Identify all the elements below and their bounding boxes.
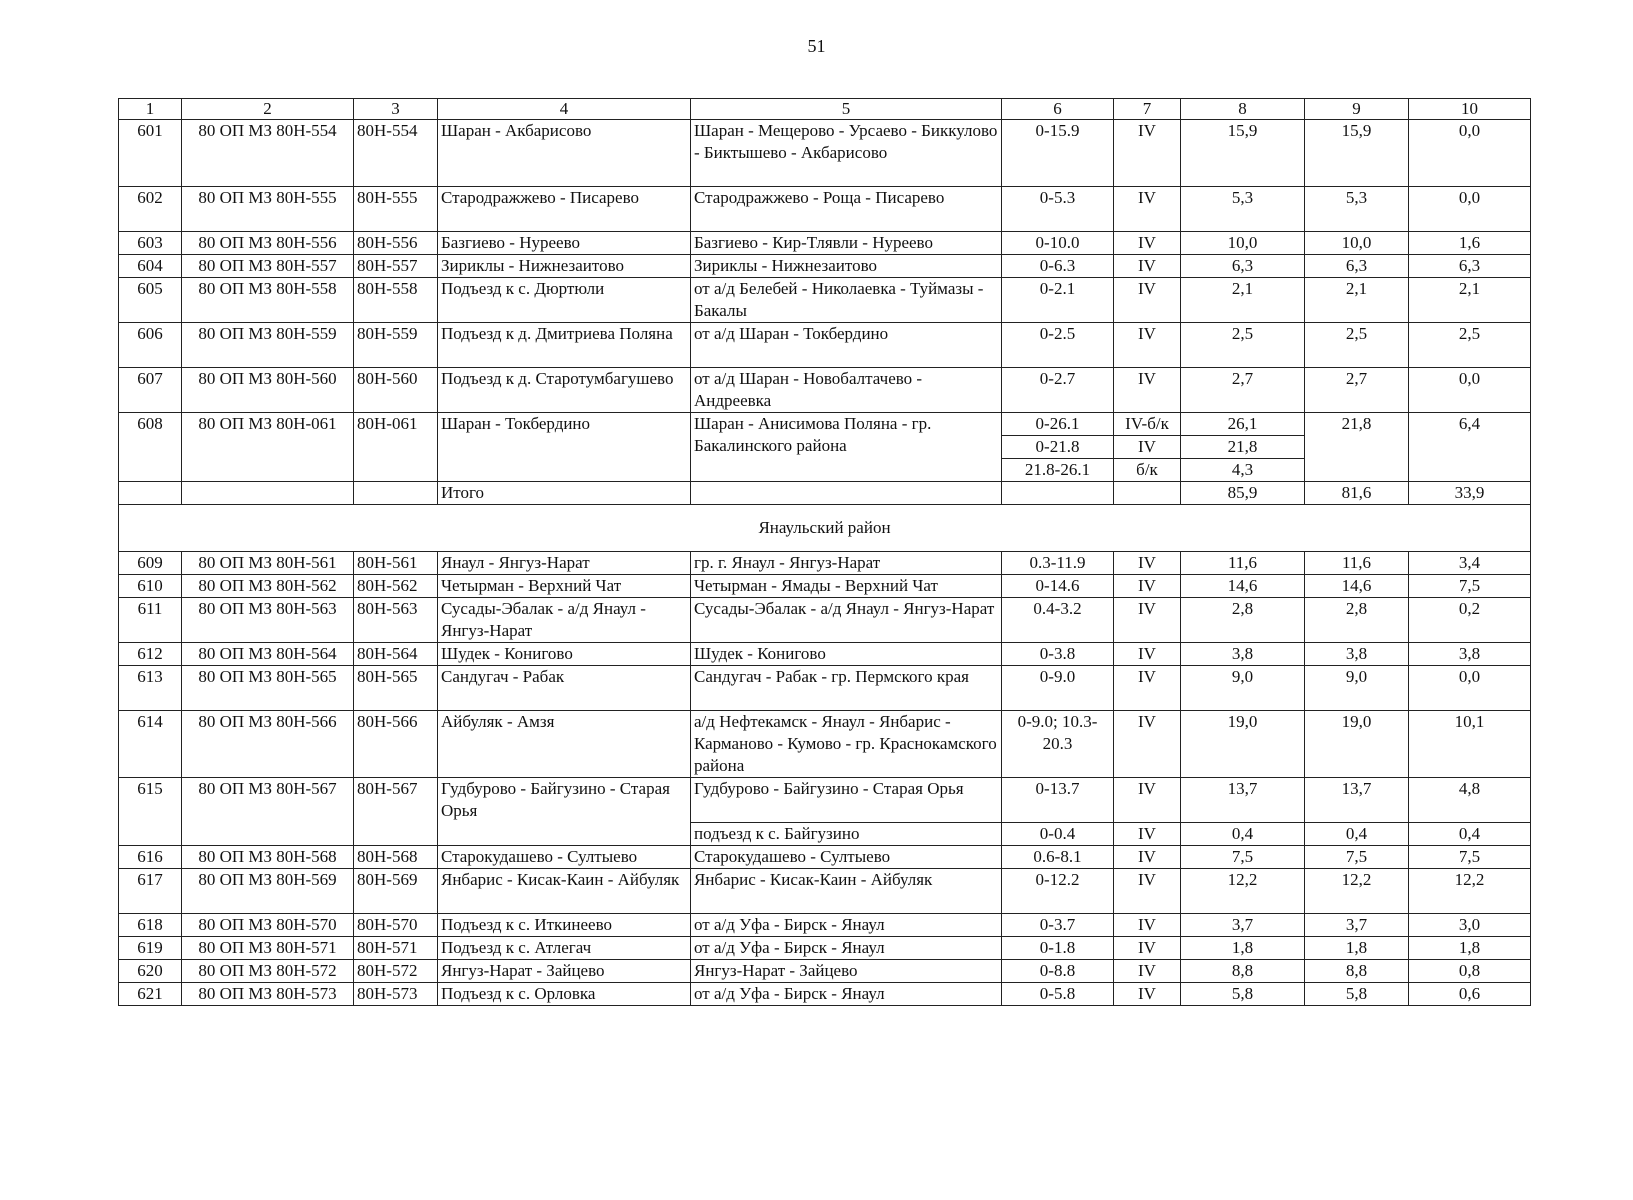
road-id-cell: 80 ОП МЗ 80Н-567 — [182, 778, 354, 846]
road-code-cell: 80Н-558 — [354, 278, 438, 323]
length-cell: 2,8 — [1181, 598, 1305, 643]
road-name-cell: Подъезд к с. Орловка — [438, 983, 691, 1006]
category-cell: IV — [1114, 552, 1181, 575]
col10-cell: 0,0 — [1409, 120, 1531, 187]
row-number-cell: 605 — [119, 278, 182, 323]
empty-cell — [119, 482, 182, 505]
col10-cell: 0,6 — [1409, 983, 1531, 1006]
length-cell: 6,3 — [1181, 255, 1305, 278]
row-number-cell: 618 — [119, 914, 182, 937]
road-code-cell: 80Н-567 — [354, 778, 438, 846]
route-cell: Гудбурово - Байгузино - Старая Орья — [691, 778, 1002, 823]
category-cell: IV — [1114, 711, 1181, 778]
km-range-cell: 0-6.3 — [1002, 255, 1114, 278]
road-id-cell: 80 ОП МЗ 80Н-565 — [182, 666, 354, 711]
km-range-cell: 0-2.7 — [1002, 368, 1114, 413]
length-cell: 1,8 — [1181, 937, 1305, 960]
road-code-cell: 80Н-555 — [354, 187, 438, 232]
col10-cell: 1,8 — [1409, 937, 1531, 960]
total-row — [119, 482, 1531, 505]
table-row — [119, 552, 1531, 575]
road-id-cell: 80 ОП МЗ 80Н-566 — [182, 711, 354, 778]
km-range-cell: 0-12.2 — [1002, 869, 1114, 914]
row-number-cell: 616 — [119, 846, 182, 869]
road-name-cell: Подъезд к с. Дюртюли — [438, 278, 691, 323]
route-cell: Сандугач - Рабак - гр. Пермского края — [691, 666, 1002, 711]
category-cell: IV — [1114, 823, 1181, 846]
row-number-cell: 609 — [119, 552, 182, 575]
km-range-cell: 0-2.1 — [1002, 278, 1114, 323]
length-cell: 2,5 — [1181, 323, 1305, 368]
category-cell: IV — [1114, 255, 1181, 278]
page-number: 51 — [807, 36, 826, 56]
row-number-cell: 613 — [119, 666, 182, 711]
category-cell: IV — [1114, 323, 1181, 368]
route-cell: Янбарис - Кисак-Каин - Айбуляк — [691, 869, 1002, 914]
total-label: Итого — [438, 482, 691, 505]
length-cell: 26,1 — [1181, 413, 1305, 436]
route-cell: от а/д Шаран - Новобалтачево - Андреевка — [691, 368, 1002, 413]
road-name-cell: Подъезд к д. Дмитриева Поляна — [438, 323, 691, 368]
col9-cell: 11,6 — [1305, 552, 1409, 575]
col10-cell: 12,2 — [1409, 869, 1531, 914]
table-row — [119, 711, 1531, 778]
empty-cell — [354, 482, 438, 505]
empty-cell — [1114, 482, 1181, 505]
category-cell: IV — [1114, 120, 1181, 187]
road-name-cell: Старокудашево - Султыево — [438, 846, 691, 869]
road-code-cell: 80Н-571 — [354, 937, 438, 960]
road-id-cell: 80 ОП МЗ 80Н-561 — [182, 552, 354, 575]
km-range-cell: 0-5.3 — [1002, 187, 1114, 232]
road-code-cell: 80Н-557 — [354, 255, 438, 278]
road-id-cell: 80 ОП МЗ 80Н-560 — [182, 368, 354, 413]
table-row — [119, 643, 1531, 666]
table-row — [119, 278, 1531, 323]
road-name-cell: Стародражжево - Писарево — [438, 187, 691, 232]
road-name-cell: Янгуз-Нарат - Зайцево — [438, 960, 691, 983]
section-row — [119, 505, 1531, 552]
route-cell: Шаран - Мещерово - Урсаево - Биккулово - Биктышево - Акбарисово — [691, 120, 1002, 187]
km-range-cell: 0-0.4 — [1002, 823, 1114, 846]
empty-cell — [1002, 482, 1114, 505]
row-number-cell: 621 — [119, 983, 182, 1006]
total-col10-cell: 33,9 — [1409, 482, 1531, 505]
column-header: 1 — [119, 99, 182, 120]
km-range-cell: 0-26.1 — [1002, 413, 1114, 436]
col10-cell: 6,4 — [1409, 413, 1531, 482]
road-name-cell: Шаран - Токбердино — [438, 413, 691, 482]
km-range-cell: 0-8.8 — [1002, 960, 1114, 983]
category-cell: IV — [1114, 187, 1181, 232]
category-cell: IV — [1114, 232, 1181, 255]
row-number-cell: 604 — [119, 255, 182, 278]
length-cell: 11,6 — [1181, 552, 1305, 575]
route-cell: а/д Нефтекамск - Янаул - Янбарис - Карманово - Кумово - гр. Краснокамского района — [691, 711, 1002, 778]
category-cell: IV — [1114, 575, 1181, 598]
table-row — [119, 960, 1531, 983]
column-header: 8 — [1181, 99, 1305, 120]
length-cell: 2,1 — [1181, 278, 1305, 323]
col9-cell: 14,6 — [1305, 575, 1409, 598]
row-number-cell: 611 — [119, 598, 182, 643]
route-cell: Базгиево - Кир-Тлявли - Нуреево — [691, 232, 1002, 255]
row-number-cell: 620 — [119, 960, 182, 983]
route-cell: Стародражжево - Роща - Писарево — [691, 187, 1002, 232]
route-cell: Четырман - Ямады - Верхний Чат — [691, 575, 1002, 598]
table-row — [119, 937, 1531, 960]
length-cell: 14,6 — [1181, 575, 1305, 598]
col10-cell: 0,0 — [1409, 187, 1531, 232]
km-range-cell: 0-3.8 — [1002, 643, 1114, 666]
road-id-cell: 80 ОП МЗ 80Н-559 — [182, 323, 354, 368]
row-number-cell: 614 — [119, 711, 182, 778]
category-cell: IV — [1114, 643, 1181, 666]
category-cell: IV — [1114, 436, 1181, 459]
total-col9-cell: 81,6 — [1305, 482, 1409, 505]
row-number-cell: 612 — [119, 643, 182, 666]
road-name-cell: Сусады-Эбалак - а/д Янаул - Янгуз-Нарат — [438, 598, 691, 643]
route-cell: Янгуз-Нарат - Зайцево — [691, 960, 1002, 983]
category-cell: IV — [1114, 368, 1181, 413]
length-cell: 8,8 — [1181, 960, 1305, 983]
length-cell: 3,8 — [1181, 643, 1305, 666]
col9-cell: 2,8 — [1305, 598, 1409, 643]
table-row — [119, 869, 1531, 914]
col10-cell: 4,8 — [1409, 778, 1531, 823]
road-id-cell: 80 ОП МЗ 80Н-564 — [182, 643, 354, 666]
table-row — [119, 778, 1531, 823]
category-cell: IV — [1114, 914, 1181, 937]
category-cell: IV — [1114, 937, 1181, 960]
col9-cell: 2,5 — [1305, 323, 1409, 368]
road-id-cell: 80 ОП МЗ 80Н-556 — [182, 232, 354, 255]
col10-cell: 0,2 — [1409, 598, 1531, 643]
km-range-cell: 0-14.6 — [1002, 575, 1114, 598]
table-row — [119, 120, 1531, 187]
route-cell: Сусады-Эбалак - а/д Янаул - Янгуз-Нарат — [691, 598, 1002, 643]
category-cell: IV — [1114, 278, 1181, 323]
col9-cell: 7,5 — [1305, 846, 1409, 869]
col10-cell: 0,8 — [1409, 960, 1531, 983]
route-cell: Шудек - Конигово — [691, 643, 1002, 666]
row-number-cell: 615 — [119, 778, 182, 846]
road-code-cell: 80Н-564 — [354, 643, 438, 666]
col9-cell: 19,0 — [1305, 711, 1409, 778]
km-range-cell: 21.8-26.1 — [1002, 459, 1114, 482]
route-cell: подъезд к с. Байгузино — [691, 823, 1002, 846]
road-id-cell: 80 ОП МЗ 80Н-563 — [182, 598, 354, 643]
length-cell: 5,3 — [1181, 187, 1305, 232]
road-id-cell: 80 ОП МЗ 80Н-570 — [182, 914, 354, 937]
col9-cell: 21,8 — [1305, 413, 1409, 482]
road-id-cell: 80 ОП МЗ 80Н-555 — [182, 187, 354, 232]
table-row — [119, 666, 1531, 711]
road-code-cell: 80Н-563 — [354, 598, 438, 643]
col10-cell: 0,0 — [1409, 368, 1531, 413]
route-cell: Шаран - Анисимова Поляна - гр. Бакалинского района — [691, 413, 1002, 482]
column-header: 3 — [354, 99, 438, 120]
road-id-cell: 80 ОП МЗ 80Н-554 — [182, 120, 354, 187]
km-range-cell: 0-10.0 — [1002, 232, 1114, 255]
route-cell: от а/д Уфа - Бирск - Янаул — [691, 914, 1002, 937]
route-cell: от а/д Уфа - Бирск - Янаул — [691, 937, 1002, 960]
category-cell: IV — [1114, 666, 1181, 711]
road-id-cell: 80 ОП МЗ 80Н-569 — [182, 869, 354, 914]
col9-cell: 8,8 — [1305, 960, 1409, 983]
road-code-cell: 80Н-559 — [354, 323, 438, 368]
category-cell: IV — [1114, 778, 1181, 823]
col10-cell: 0,0 — [1409, 666, 1531, 711]
road-code-cell: 80Н-566 — [354, 711, 438, 778]
length-cell: 7,5 — [1181, 846, 1305, 869]
road-code-cell: 80Н-569 — [354, 869, 438, 914]
category-cell: б/к — [1114, 459, 1181, 482]
road-id-cell: 80 ОП МЗ 80Н-571 — [182, 937, 354, 960]
road-name-cell: Подъезд к с. Иткинеево — [438, 914, 691, 937]
route-cell: от а/д Белебей - Николаевка - Туймазы - Бакалы — [691, 278, 1002, 323]
col9-cell: 6,3 — [1305, 255, 1409, 278]
km-range-cell: 0-15.9 — [1002, 120, 1114, 187]
road-code-cell: 80Н-565 — [354, 666, 438, 711]
road-name-cell: Шаран - Акбарисово — [438, 120, 691, 187]
col9-cell: 2,7 — [1305, 368, 1409, 413]
table-row — [119, 983, 1531, 1006]
table-row — [119, 187, 1531, 232]
column-header: 4 — [438, 99, 691, 120]
empty-cell — [691, 482, 1002, 505]
km-range-cell: 0-3.7 — [1002, 914, 1114, 937]
length-cell: 13,7 — [1181, 778, 1305, 823]
road-code-cell: 80Н-561 — [354, 552, 438, 575]
route-cell: Зириклы - Нижнезаитово — [691, 255, 1002, 278]
route-cell: Старокудашево - Султыево — [691, 846, 1002, 869]
col9-cell: 3,8 — [1305, 643, 1409, 666]
category-cell: IV — [1114, 846, 1181, 869]
col9-cell: 13,7 — [1305, 778, 1409, 823]
col10-cell: 7,5 — [1409, 846, 1531, 869]
col9-cell: 1,8 — [1305, 937, 1409, 960]
col9-cell: 2,1 — [1305, 278, 1409, 323]
road-name-cell: Подъезд к с. Атлегач — [438, 937, 691, 960]
table-row — [119, 368, 1531, 413]
row-number-cell: 607 — [119, 368, 182, 413]
col10-cell: 0,4 — [1409, 823, 1531, 846]
length-cell: 9,0 — [1181, 666, 1305, 711]
table-row — [119, 914, 1531, 937]
road-id-cell: 80 ОП МЗ 80Н-557 — [182, 255, 354, 278]
col10-cell: 1,6 — [1409, 232, 1531, 255]
table-row — [119, 255, 1531, 278]
road-name-cell: Янбарис - Кисак-Каин - Айбуляк — [438, 869, 691, 914]
category-cell: IV — [1114, 983, 1181, 1006]
length-cell: 0,4 — [1181, 823, 1305, 846]
road-id-cell: 80 ОП МЗ 80Н-572 — [182, 960, 354, 983]
table-row — [119, 323, 1531, 368]
table-row — [119, 598, 1531, 643]
length-cell: 3,7 — [1181, 914, 1305, 937]
district-heading: Янаульский район — [119, 505, 1531, 552]
km-range-cell: 0-9.0; 10.3-20.3 — [1002, 711, 1114, 778]
road-id-cell: 80 ОП МЗ 80Н-558 — [182, 278, 354, 323]
km-range-cell: 0-5.8 — [1002, 983, 1114, 1006]
length-cell: 5,8 — [1181, 983, 1305, 1006]
km-range-cell: 0-1.8 — [1002, 937, 1114, 960]
column-header: 10 — [1409, 99, 1531, 120]
road-name-cell: Гудбурово - Байгузино - Старая Орья — [438, 778, 691, 846]
road-name-cell: Подъезд к д. Старотумбагушево — [438, 368, 691, 413]
table-row — [119, 846, 1531, 869]
road-code-cell: 80Н-568 — [354, 846, 438, 869]
roads-table — [118, 98, 1531, 1006]
row-number-cell: 602 — [119, 187, 182, 232]
row-number-cell: 601 — [119, 120, 182, 187]
col10-cell: 3,8 — [1409, 643, 1531, 666]
road-name-cell: Зириклы - Нижнезаитово — [438, 255, 691, 278]
category-cell: IV — [1114, 869, 1181, 914]
col9-cell: 15,9 — [1305, 120, 1409, 187]
row-number-cell: 603 — [119, 232, 182, 255]
column-header: 5 — [691, 99, 1002, 120]
col10-cell: 2,1 — [1409, 278, 1531, 323]
column-header: 6 — [1002, 99, 1114, 120]
category-cell: IV — [1114, 960, 1181, 983]
km-range-cell: 0-2.5 — [1002, 323, 1114, 368]
row-number-cell: 608 — [119, 413, 182, 482]
km-range-cell: 0-9.0 — [1002, 666, 1114, 711]
row-number-cell: 619 — [119, 937, 182, 960]
table-row — [119, 232, 1531, 255]
road-name-cell: Янаул - Янгуз-Нарат — [438, 552, 691, 575]
road-code-cell: 80Н-573 — [354, 983, 438, 1006]
col9-cell: 3,7 — [1305, 914, 1409, 937]
length-cell: 15,9 — [1181, 120, 1305, 187]
road-code-cell: 80Н-556 — [354, 232, 438, 255]
length-cell: 19,0 — [1181, 711, 1305, 778]
col9-cell: 0,4 — [1305, 823, 1409, 846]
km-range-cell: 0-13.7 — [1002, 778, 1114, 823]
route-cell: от а/д Уфа - Бирск - Янаул — [691, 983, 1002, 1006]
category-cell: IV — [1114, 598, 1181, 643]
road-name-cell: Сандугач - Рабак — [438, 666, 691, 711]
table-header-row — [119, 99, 1531, 120]
km-range-cell: 0.3-11.9 — [1002, 552, 1114, 575]
column-header: 9 — [1305, 99, 1409, 120]
road-id-cell: 80 ОП МЗ 80Н-568 — [182, 846, 354, 869]
row-number-cell: 606 — [119, 323, 182, 368]
column-header: 2 — [182, 99, 354, 120]
row-number-cell: 617 — [119, 869, 182, 914]
col9-cell: 12,2 — [1305, 869, 1409, 914]
road-id-cell: 80 ОП МЗ 80Н-061 — [182, 413, 354, 482]
row-number-cell: 610 — [119, 575, 182, 598]
col10-cell: 3,0 — [1409, 914, 1531, 937]
column-header: 7 — [1114, 99, 1181, 120]
col10-cell: 6,3 — [1409, 255, 1531, 278]
length-cell: 12,2 — [1181, 869, 1305, 914]
col9-cell: 5,8 — [1305, 983, 1409, 1006]
total-length-cell: 85,9 — [1181, 482, 1305, 505]
col9-cell: 10,0 — [1305, 232, 1409, 255]
road-name-cell: Шудек - Конигово — [438, 643, 691, 666]
length-cell: 10,0 — [1181, 232, 1305, 255]
length-cell: 21,8 — [1181, 436, 1305, 459]
road-name-cell: Четырман - Верхний Чат — [438, 575, 691, 598]
road-name-cell: Айбуляк - Амзя — [438, 711, 691, 778]
table-row — [119, 413, 1531, 436]
road-name-cell: Базгиево - Нуреево — [438, 232, 691, 255]
col10-cell: 10,1 — [1409, 711, 1531, 778]
length-cell: 2,7 — [1181, 368, 1305, 413]
km-range-cell: 0.4-3.2 — [1002, 598, 1114, 643]
km-range-cell: 0-21.8 — [1002, 436, 1114, 459]
empty-cell — [182, 482, 354, 505]
road-code-cell: 80Н-061 — [354, 413, 438, 482]
road-id-cell: 80 ОП МЗ 80Н-573 — [182, 983, 354, 1006]
table-row — [119, 575, 1531, 598]
length-cell: 4,3 — [1181, 459, 1305, 482]
col9-cell: 9,0 — [1305, 666, 1409, 711]
col9-cell: 5,3 — [1305, 187, 1409, 232]
col10-cell: 3,4 — [1409, 552, 1531, 575]
road-code-cell: 80Н-570 — [354, 914, 438, 937]
category-cell: IV-б/к — [1114, 413, 1181, 436]
km-range-cell: 0.6-8.1 — [1002, 846, 1114, 869]
route-cell: гр. г. Янаул - Янгуз-Нарат — [691, 552, 1002, 575]
road-id-cell: 80 ОП МЗ 80Н-562 — [182, 575, 354, 598]
col10-cell: 2,5 — [1409, 323, 1531, 368]
road-code-cell: 80Н-572 — [354, 960, 438, 983]
road-code-cell: 80Н-554 — [354, 120, 438, 187]
col10-cell: 7,5 — [1409, 575, 1531, 598]
road-code-cell: 80Н-562 — [354, 575, 438, 598]
route-cell: от а/д Шаран - Токбердино — [691, 323, 1002, 368]
road-code-cell: 80Н-560 — [354, 368, 438, 413]
